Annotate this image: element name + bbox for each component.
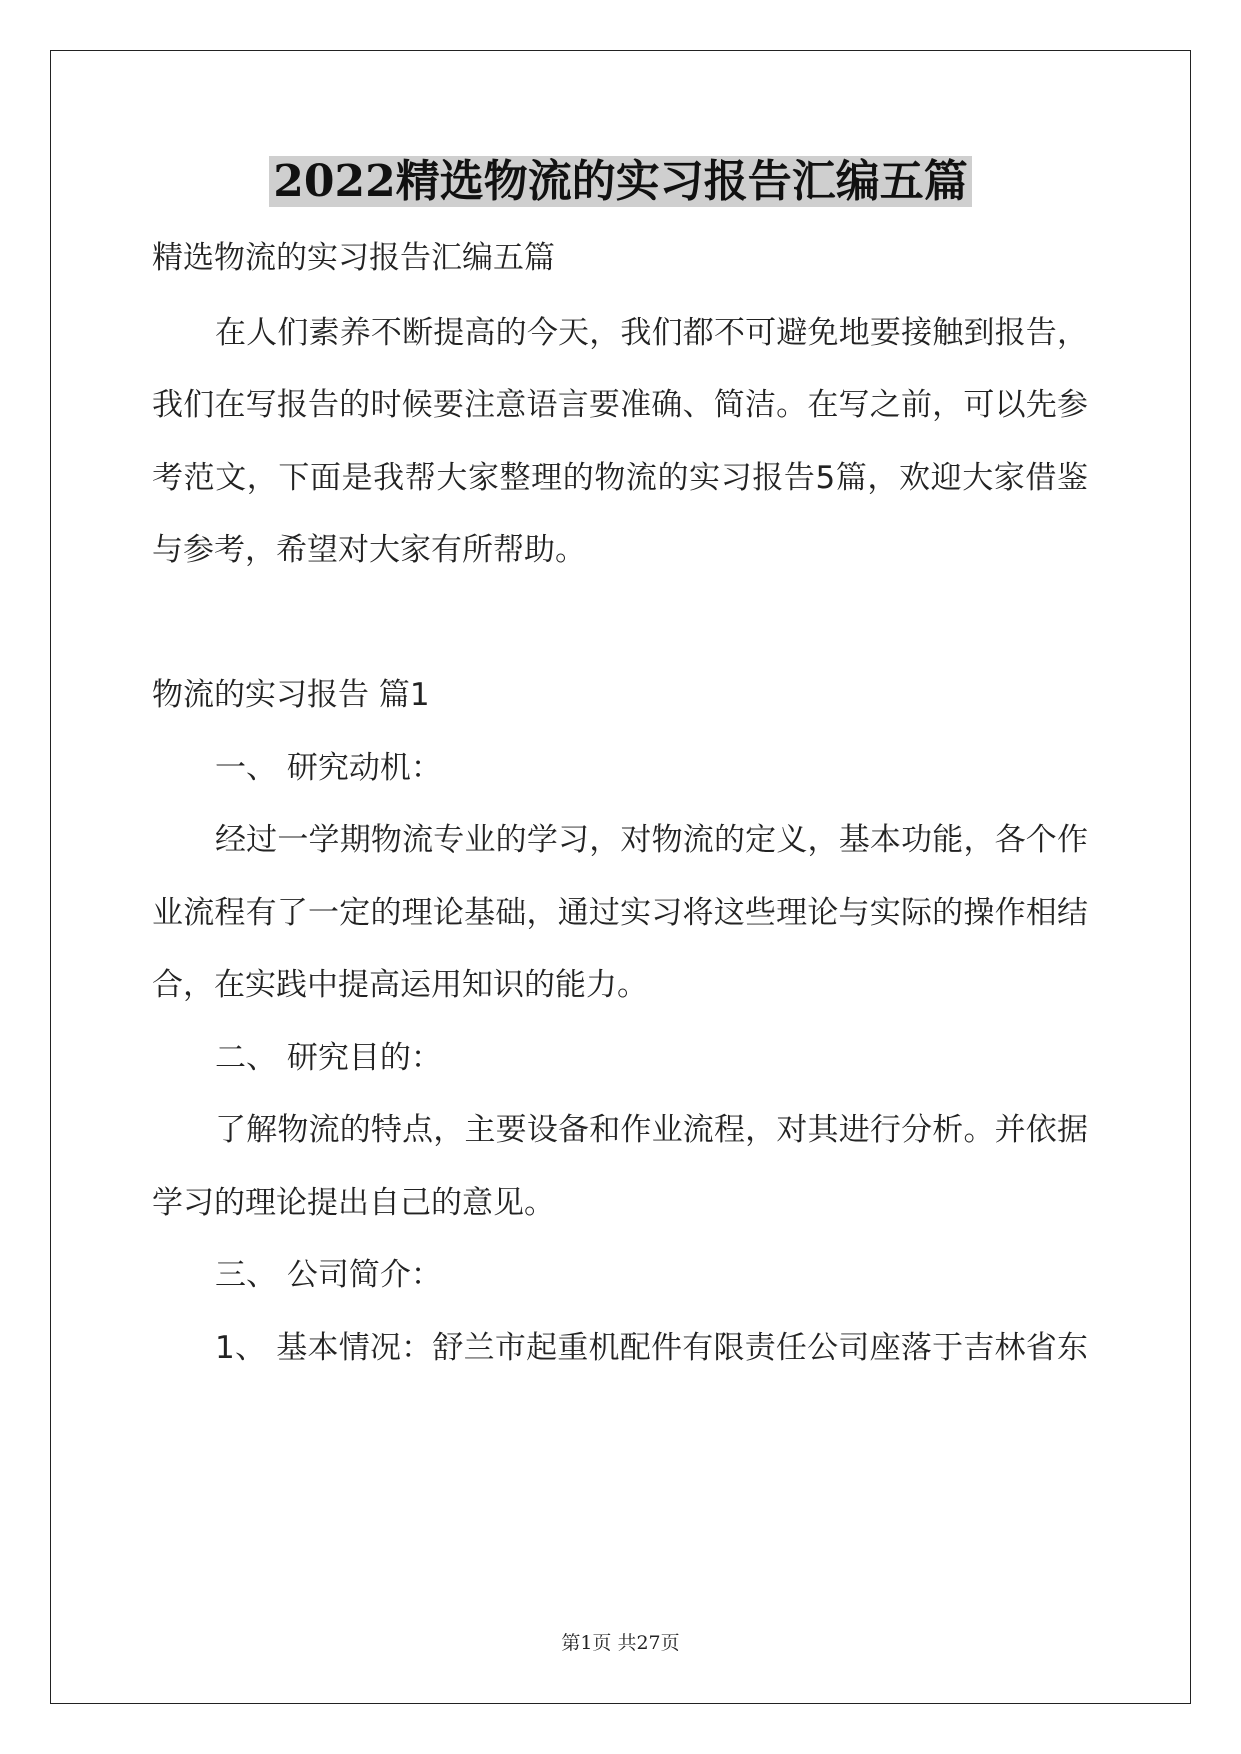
motivation-line-3: 合，在实践中提高运用知识的能力。: [152, 967, 648, 1003]
intro-line-2: 我们在写报告的时候要注意语言要准确、简洁。在写之前，可以先参: [152, 387, 1088, 423]
motivation-line-2: 业流程有了一定的理论基础，通过实习将这些理论与实际的操作相结: [152, 895, 1088, 931]
purpose-line-2: 学习的理论提出自己的意见。: [152, 1185, 555, 1221]
intro-line-4: 与参考，希望对大家有所帮助。: [152, 532, 586, 568]
document-title: [0, 152, 1241, 212]
company-line-1: 1、 基本情况：舒兰市起重机配件有限责任公司座落于吉林省东: [215, 1330, 1088, 1366]
intro-line-3: 考范文，下面是我帮大家整理的物流的实习报告5篇，欢迎大家借鉴: [152, 460, 1088, 496]
title-text: 2022精选物流的实习报告汇编五篇: [269, 156, 971, 207]
intro-line-1: 在人们素养不断提高的今天，我们都不可避免地要接触到报告，: [215, 315, 1088, 351]
page-border: [50, 50, 1191, 1704]
motivation-line-1: 经过一学期物流专业的学习，对物流的定义，基本功能，各个作: [215, 822, 1088, 858]
heading-purpose: 二、 研究目的：: [215, 1040, 442, 1076]
page-footer: 第1页 共27页: [561, 1632, 680, 1654]
heading-motivation: 一、 研究动机：: [215, 750, 442, 786]
section-heading: 物流的实习报告 篇1: [152, 677, 430, 713]
heading-company: 三、 公司简介：: [215, 1257, 442, 1293]
subtitle-line: 精选物流的实习报告汇编五篇: [152, 240, 555, 276]
purpose-line-1: 了解物流的特点，主要设备和作业流程，对其进行分析。并依据: [215, 1112, 1088, 1148]
